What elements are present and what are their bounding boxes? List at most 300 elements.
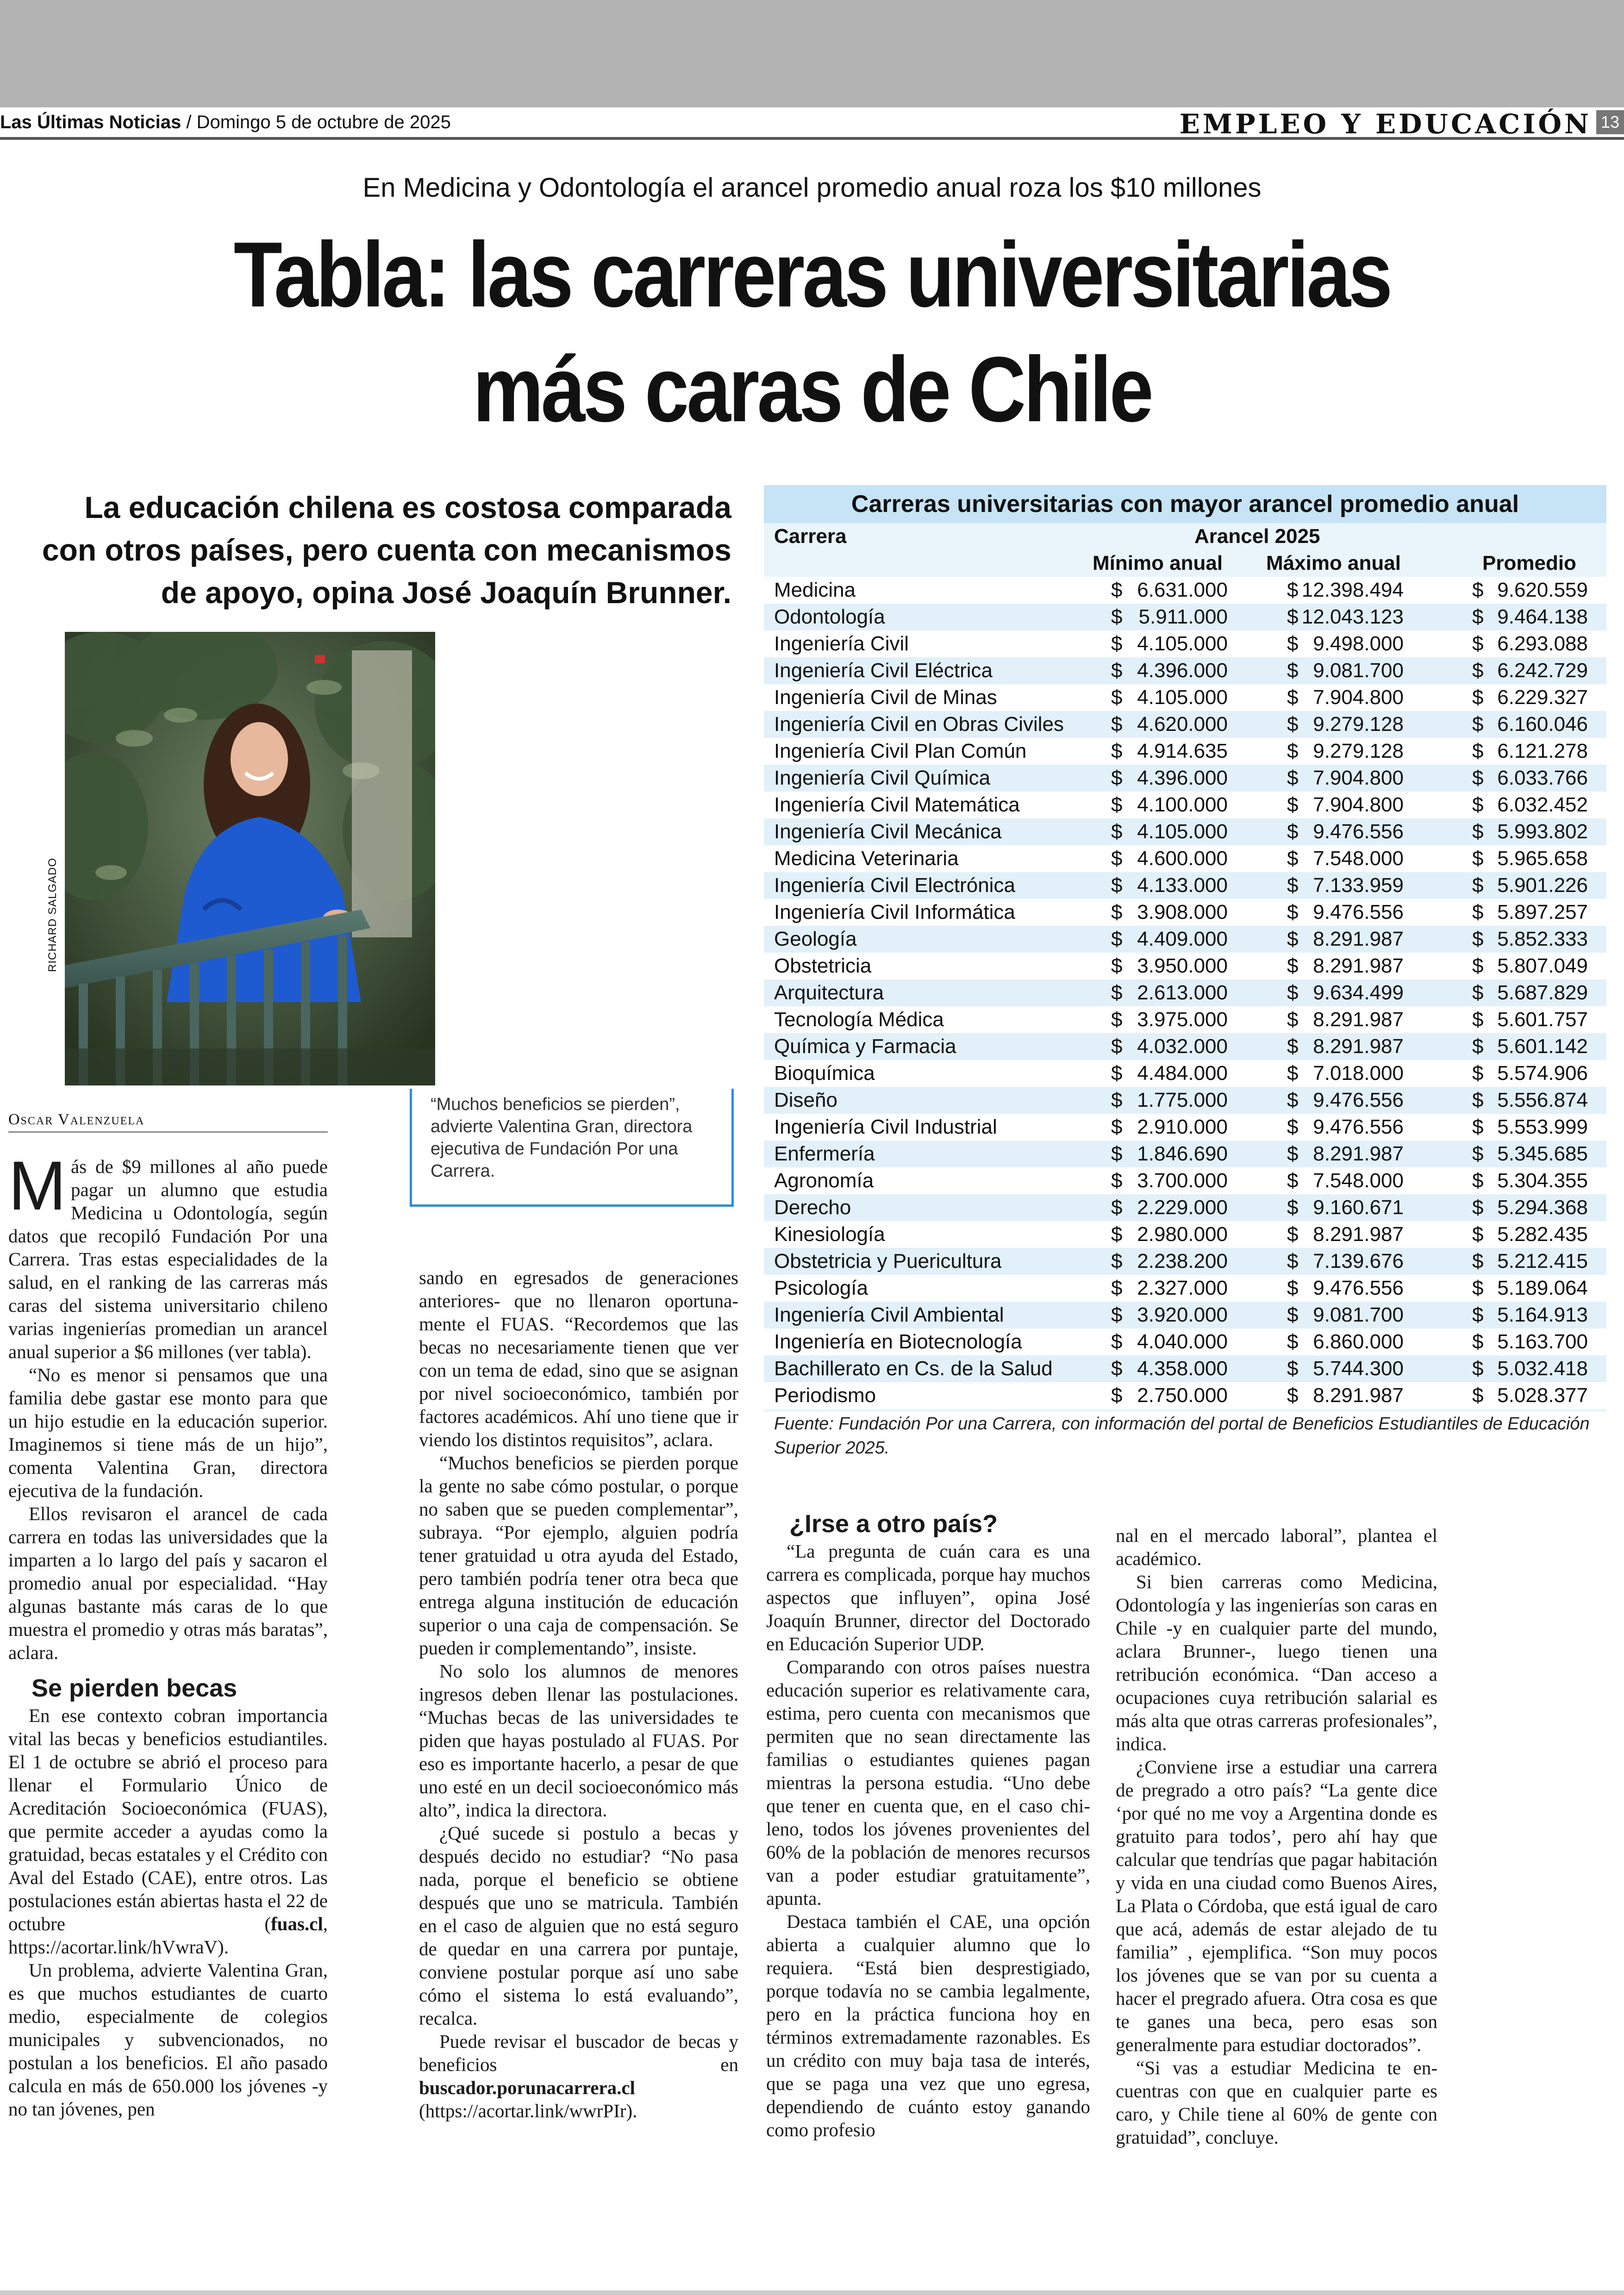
cell-maximo [1250, 845, 1426, 872]
portrait-photo [65, 632, 435, 1085]
table-row [764, 1033, 1606, 1060]
drop-cap: M [8, 1147, 66, 1224]
currency-sign: $ [1111, 928, 1123, 950]
amount: 5.897.257 [1497, 901, 1588, 923]
cell-carrera: Agronomía [774, 1169, 874, 1192]
currency-sign: $ [1472, 1277, 1484, 1299]
amount: 5.189.064 [1497, 1277, 1588, 1299]
amount: 4.620.000 [1137, 713, 1228, 736]
subheading: Se pierden becas [31, 1674, 237, 1702]
amount: 3.908.000 [1137, 901, 1228, 923]
amount: 7.904.800 [1313, 793, 1404, 816]
amount: 5.601.757 [1497, 1008, 1588, 1031]
amount: 4.133.000 [1137, 874, 1228, 897]
currency-sign: $ [1111, 1357, 1123, 1380]
cell-maximo [1250, 711, 1426, 738]
amount: 5.744.300 [1313, 1357, 1404, 1380]
amount: 4.600.000 [1137, 847, 1228, 870]
issue-date: Domingo 5 de octubre de 2025 [196, 112, 451, 132]
amount: 2.327.000 [1137, 1277, 1228, 1299]
folio-left: Las Últimas Noticias / Domingo 5 de octubre de 2025 [0, 112, 451, 132]
amount: 5.556.874 [1497, 1089, 1588, 1111]
cell-promedio [1426, 953, 1606, 979]
currency-sign: $ [1111, 1008, 1123, 1031]
currency-sign: $ [1472, 928, 1484, 950]
cell-minimo [1083, 1248, 1250, 1275]
table-row [764, 1221, 1606, 1248]
currency-sign: $ [1111, 874, 1123, 897]
cell-minimo [1083, 657, 1250, 684]
cell-minimo [1083, 711, 1250, 738]
amount: 5.553.999 [1497, 1116, 1588, 1138]
cell-carrera: Ingeniería Civil Eléctrica [774, 659, 993, 682]
deck: La educación chilena es costosa comparada con otros países, pero cuenta con mecanismos de apoyo, opina José Joaquín Brunner. [42, 490, 731, 610]
paragraph: “La pregunta de cuán cara es una carrera es complicada, porque hay muchos aspectos que influyen”, opina José Joaquín Brunner, director del Doctorado en Educación Superior UDP. [766, 1540, 1090, 1654]
table-row [764, 818, 1606, 845]
paragraph: “Muchos beneficios se pierden porque la gente no sabe cómo postular, o porque no saben que se pueden complementar”, subraya. “Por ejemplo, alguien podría tener gratuidad u otra ayuda del Estado, pero también podría tener otra beca que entrega alguna institución de educación superior o una caja de compensación. Se pueden ir complementando”, insiste. [419, 1452, 738, 1659]
cell-maximo [1250, 1248, 1426, 1275]
article-column-2 [419, 1266, 738, 2122]
currency-sign: $ [1287, 1330, 1299, 1353]
currency-sign: $ [1111, 767, 1123, 789]
cell-minimo [1083, 1328, 1250, 1355]
paragraph: Comparando con otros países nuestra educación superior es relativamente cara, estima, pero cuenta con mecanismos que permiten que no sean directamente las familias o estudiantes quienes pagan mientras la persona estudia. “Uno debe que tener en cuenta que, en el caso chileno, todos los jóvenes provenientes del 60% de la población de menores recursos van a poder estudiar gratuitamente”, apunta. [766, 1656, 1090, 1909]
cell-carrera: Ingeniería Civil Mecánica [774, 820, 1002, 843]
cell-maximo [1250, 1302, 1426, 1328]
amount: 12.043.123 [1301, 605, 1404, 628]
paragraph: Si bien carreras como Medicina, Odontología y las ingenierías son caras en Chile -y en cualquier parte del mundo, aclara Brunner-, luego tienen una retribución económica. “Dan acceso a ocupaciones cuya retribución salarial es más alta que otras carreras profesionales”, indica. [1116, 1571, 1437, 1754]
table-row [764, 765, 1606, 792]
cell-promedio [1426, 1355, 1606, 1382]
currency-sign: $ [1287, 1142, 1299, 1165]
table-row [764, 1167, 1606, 1194]
currency-sign: $ [1287, 1223, 1299, 1246]
amount: 4.358.000 [1137, 1357, 1228, 1380]
currency-sign: $ [1472, 874, 1484, 897]
paragraph-text: (https://acortar.link/wwrPIr). [419, 2100, 637, 2121]
currency-sign: $ [1287, 1089, 1299, 1111]
paragraph: ¿Qué sucede si postulo a becas y después decido no estudiar? “No pasa nada, porque el beneficio se obtiene después que uno se matricula. También en el caso de alguien que no está seguro de quedar en una carrera por puntaje, conviene postular porque así uno sabe cómo el sistema lo está evaluando”, recalca. [419, 1822, 738, 2029]
cell-carrera: Tecnología Médica [774, 1008, 944, 1031]
paragraph [8, 1704, 328, 1958]
table-row [764, 630, 1606, 657]
paragraph: Destaca también el CAE, una opción abierta a cualquier alumno que lo requiera. “Está bien desprestigiado, porque todavía no se cambia legalmente, pero en la práctica funciona hoy en términos extremadamente razonables. Es un crédito con muy baja tasa de interés, que se paga una vez que uno egresa, dependiendo de cuánto estoy ganando como profesio [766, 1911, 1090, 2140]
cell-promedio [1426, 604, 1606, 630]
table-row [764, 1302, 1606, 1328]
cell-minimo [1083, 577, 1250, 604]
currency-sign: $ [1287, 1196, 1299, 1219]
article-column-1 [8, 1147, 328, 2120]
amount: 8.291.987 [1313, 1142, 1404, 1165]
cell-maximo [1250, 872, 1426, 899]
paragraph: “Si vas a estudiar Medicina te encuentras con que en cualquier parte es caro, y Chile tiene al 60% de gente con gratuidad”, concluye. [1116, 2057, 1437, 2148]
amount: 6.631.000 [1137, 579, 1228, 601]
amount: 8.291.987 [1313, 1223, 1404, 1246]
currency-sign: $ [1472, 767, 1484, 789]
cell-carrera: Ingeniería Civil Plan Común [774, 740, 1027, 762]
amount: 3.950.000 [1137, 954, 1228, 977]
table-row [764, 1275, 1606, 1302]
amount: 5.574.906 [1497, 1062, 1588, 1085]
table-rows [764, 577, 1606, 1409]
currency-sign: $ [1472, 632, 1484, 655]
cell-maximo [1250, 1275, 1426, 1302]
sticker [315, 655, 325, 663]
cell-minimo [1083, 1114, 1250, 1141]
cell-maximo [1250, 577, 1426, 604]
currency-sign: $ [1111, 1142, 1123, 1165]
currency-sign: $ [1287, 767, 1299, 789]
amount: 5.852.333 [1497, 928, 1588, 950]
cell-minimo [1083, 979, 1250, 1006]
cell-carrera: Ingeniería Civil Ambiental [774, 1303, 1004, 1326]
currency-sign: $ [1287, 847, 1299, 870]
bottom-margin [0, 2290, 1624, 2295]
cell-minimo [1083, 1087, 1250, 1114]
cell-minimo [1083, 1194, 1250, 1221]
amount: 7.548.000 [1313, 847, 1404, 870]
currency-sign: $ [1287, 686, 1299, 709]
cell-promedio [1426, 1114, 1606, 1141]
cell-minimo [1083, 1275, 1250, 1302]
amount: 9.620.559 [1497, 579, 1588, 601]
cell-promedio [1426, 818, 1606, 845]
cell-promedio [1426, 1060, 1606, 1087]
currency-sign: $ [1111, 981, 1123, 1004]
cell-carrera: Ingeniería Civil [774, 632, 909, 655]
amount: 2.238.200 [1137, 1250, 1228, 1272]
cell-maximo [1250, 1382, 1426, 1409]
cell-carrera: Odontología [774, 605, 885, 628]
fuas-link[interactable]: fuas.cl [271, 1913, 323, 1934]
currency-sign: $ [1472, 1008, 1484, 1031]
cell-carrera: Bioquímica [774, 1062, 875, 1085]
cell-promedio [1426, 738, 1606, 765]
amount: 6.242.729 [1497, 659, 1588, 682]
currency-sign: $ [1111, 1330, 1123, 1353]
currency-sign: $ [1287, 928, 1299, 950]
currency-sign: $ [1472, 847, 1484, 870]
currency-sign: $ [1111, 1250, 1123, 1272]
amount: 2.613.000 [1137, 981, 1228, 1004]
headline [194, 218, 1431, 447]
currency-sign: $ [1287, 740, 1299, 762]
currency-sign: $ [1111, 1116, 1123, 1138]
cell-promedio [1426, 630, 1606, 657]
cell-minimo [1083, 630, 1250, 657]
currency-sign: $ [1472, 1330, 1484, 1353]
buscador-link[interactable]: buscador.porunacarrera.cl [419, 2077, 635, 2098]
currency-sign: $ [1287, 1250, 1299, 1272]
currency-sign: $ [1287, 1277, 1299, 1299]
amount: 8.291.987 [1313, 954, 1404, 977]
photo-caption: “Muchos beneficios se pierden”, advierte Valentina Gran, directora ejecutiva de Fundación Por una Carrera. [410, 1089, 734, 1207]
currency-sign: $ [1287, 713, 1299, 736]
article-column-3 [766, 1510, 1090, 2141]
amount: 5.304.355 [1497, 1169, 1588, 1192]
currency-sign: $ [1287, 605, 1299, 628]
amount: 5.965.658 [1497, 847, 1588, 870]
amount: 6.032.452 [1497, 793, 1588, 816]
amount: 9.464.138 [1497, 605, 1588, 628]
cell-maximo [1250, 738, 1426, 765]
cell-carrera: Kinesiología [774, 1223, 885, 1246]
table-row [764, 792, 1606, 818]
cell-carrera: Psicología [774, 1277, 868, 1299]
photo-illustration [65, 632, 435, 1085]
paragraph: ¿Conviene irse a estudiar una carrera de pregrado a otro país? “La gente dice ‘por qué no me voy a Argentina donde es gratuito para todos’, pero ahí hay que calcular que tendrías que pagar habitación y vida en una ciudad como Buenos Aires, La Plata o Córdoba, que está igual de caro que acá, además de estar alejado de tu familia” , ejemplifica. “Son muy pocos los jóvenes que se van por su cuenta a hacer el pregrado afuera. Otra cosa es que te ganes una beca, pero esas son generalmente para estudiar doctorados”. [1116, 1756, 1437, 2055]
currency-sign: $ [1472, 579, 1484, 601]
cell-minimo [1083, 818, 1250, 845]
amount: 8.291.987 [1313, 1035, 1404, 1058]
cell-maximo [1250, 1006, 1426, 1033]
currency-sign: $ [1472, 605, 1484, 628]
currency-sign: $ [1111, 686, 1123, 709]
amount: 5.911.000 [1138, 605, 1228, 628]
currency-sign: $ [1472, 659, 1484, 682]
currency-sign: $ [1472, 1169, 1484, 1192]
paragraph: No solo los alumnos de menores ingresos deben llenar las postulaciones. “Muchas becas de las universidades te piden que hayas postulado al FUAS. Por eso es importante hacerlo, a pesar de que uno esté en un decil socioeconómico más alto”, indica la directora. [419, 1660, 738, 1821]
cell-carrera: Diseño [774, 1089, 837, 1111]
amount: 5.807.049 [1497, 954, 1588, 977]
paragraph: nal en el mercado laboral”, plantea el académico. [1116, 1525, 1437, 1569]
cell-promedio [1426, 979, 1606, 1006]
amount: 5.345.685 [1497, 1142, 1588, 1165]
amount: 8.291.987 [1313, 1384, 1404, 1407]
cell-maximo [1250, 926, 1426, 953]
cell-carrera: Medicina [774, 579, 856, 601]
section-name: EMPLEO Y EDUCACIÓN [1179, 108, 1592, 140]
cell-promedio [1426, 872, 1606, 899]
table-row [764, 1194, 1606, 1221]
cell-minimo [1083, 1060, 1250, 1087]
tuition-table [764, 485, 1606, 1412]
currency-sign: $ [1472, 740, 1484, 762]
cell-carrera: Obstetricia [774, 954, 872, 977]
amount: 7.133.959 [1313, 874, 1404, 897]
cell-promedio [1426, 1141, 1606, 1167]
amount: 4.409.000 [1137, 928, 1228, 950]
currency-sign: $ [1287, 1384, 1299, 1407]
amount: 4.484.000 [1137, 1062, 1228, 1085]
cell-minimo [1083, 953, 1250, 979]
cell-maximo [1250, 1033, 1426, 1060]
table-row [764, 953, 1606, 979]
paragraph-text: Puede revisar el buscador de becas y beneficios en [419, 2031, 738, 2075]
cell-promedio [1426, 765, 1606, 792]
cell-carrera: Arquitectura [774, 981, 884, 1004]
amount: 4.396.000 [1137, 659, 1228, 682]
table-row [764, 1006, 1606, 1033]
currency-sign: $ [1111, 659, 1123, 682]
currency-sign: $ [1287, 632, 1299, 655]
photo-credit: RICHARD SALGADO [46, 857, 59, 972]
currency-sign: $ [1111, 820, 1123, 843]
amount: 4.396.000 [1137, 767, 1228, 789]
table-row [764, 684, 1606, 711]
cell-minimo [1083, 899, 1250, 926]
amount: 4.100.000 [1137, 793, 1228, 816]
cell-maximo [1250, 899, 1426, 926]
amount: 5.164.913 [1497, 1303, 1588, 1326]
amount: 6.160.046 [1497, 713, 1588, 736]
cell-maximo [1250, 1087, 1426, 1114]
amount: 2.750.000 [1137, 1384, 1228, 1407]
currency-sign: $ [1287, 981, 1299, 1004]
cell-maximo [1250, 792, 1426, 818]
currency-sign: $ [1472, 1357, 1484, 1380]
currency-sign: $ [1287, 820, 1299, 843]
currency-sign: $ [1111, 954, 1123, 977]
amount: 9.634.499 [1313, 981, 1404, 1004]
currency-sign: $ [1472, 901, 1484, 923]
table-row [764, 577, 1606, 604]
currency-sign: $ [1287, 1008, 1299, 1031]
currency-sign: $ [1472, 793, 1484, 816]
paragraph-text: ás de $9 millones al año puede pagar un alumno que estudia Medicina u Odontología, según datos que recopiló Fundación Por una Carrera. Tras estas especialidades de la salud, en el ranking de las carreras más caras del sistema universitario chileno varias ingenierías promedian un arancel anual superior a $6 millones (ver tabla). [8, 1156, 328, 1362]
amount: 4.105.000 [1137, 686, 1228, 709]
amount: 5.282.435 [1497, 1223, 1588, 1246]
amount: 9.476.556 [1313, 901, 1404, 923]
cell-maximo [1250, 1194, 1426, 1221]
group-header: Arancel 2025 [1194, 525, 1320, 548]
currency-sign: $ [1287, 1035, 1299, 1058]
amount: 3.920.000 [1137, 1303, 1228, 1326]
cell-carrera: Ingeniería Civil Industrial [774, 1116, 997, 1138]
currency-sign: $ [1472, 686, 1484, 709]
cell-carrera: Geología [774, 928, 857, 950]
paragraph [419, 2030, 738, 2122]
table-row [764, 926, 1606, 953]
amount: 2.980.000 [1137, 1223, 1228, 1246]
cell-promedio [1426, 711, 1606, 738]
amount: 6.293.088 [1497, 632, 1588, 655]
page-number: 13 [1596, 110, 1624, 134]
amount: 3.700.000 [1137, 1169, 1228, 1192]
amount: 9.476.556 [1313, 1116, 1404, 1138]
cell-promedio [1426, 899, 1606, 926]
currency-sign: $ [1287, 1116, 1299, 1138]
table-row [764, 1248, 1606, 1275]
table-row [764, 657, 1606, 684]
article-column-4 [1116, 1524, 1437, 2149]
amount: 9.160.671 [1313, 1196, 1404, 1219]
cell-minimo [1083, 1221, 1250, 1248]
cell-carrera: Periodismo [774, 1384, 876, 1407]
currency-sign: $ [1287, 1169, 1299, 1192]
amount: 7.548.000 [1313, 1169, 1404, 1192]
cell-promedio [1426, 1194, 1606, 1221]
table-row [764, 979, 1606, 1006]
amount: 7.018.000 [1313, 1062, 1404, 1085]
currency-sign: $ [1287, 874, 1299, 897]
cell-carrera: Ingeniería Civil Informática [774, 901, 1015, 923]
amount: 7.904.800 [1313, 686, 1404, 709]
newspaper-name: Las Últimas Noticias [0, 112, 181, 132]
amount: 5.901.226 [1497, 874, 1588, 897]
amount: 2.229.000 [1137, 1196, 1228, 1219]
cell-maximo [1250, 953, 1426, 979]
amount: 5.212.415 [1497, 1250, 1588, 1272]
cell-carrera: Derecho [774, 1196, 851, 1219]
cell-maximo [1250, 1328, 1426, 1355]
amount: 6.033.766 [1497, 767, 1588, 789]
currency-sign: $ [1111, 1169, 1123, 1192]
paragraph [8, 1147, 328, 1363]
amount: 5.028.377 [1497, 1384, 1588, 1407]
cell-promedio [1426, 1275, 1606, 1302]
currency-sign: $ [1111, 713, 1123, 736]
cell-minimo [1083, 1006, 1250, 1033]
currency-sign: $ [1111, 579, 1123, 601]
currency-sign: $ [1111, 1035, 1123, 1058]
table-row [764, 899, 1606, 926]
amount: 9.279.128 [1313, 740, 1404, 762]
table-row [764, 1114, 1606, 1141]
currency-sign: $ [1111, 1384, 1123, 1407]
kicker: En Medicina y Odontología el arancel promedio anual roza los $10 millones [362, 173, 1262, 203]
table-row [764, 604, 1606, 630]
table-row [764, 1060, 1606, 1087]
cell-maximo [1250, 604, 1426, 630]
currency-sign: $ [1472, 1089, 1484, 1111]
cell-minimo [1083, 1141, 1250, 1167]
amount: 4.914.635 [1137, 740, 1228, 762]
amount: 12.398.494 [1301, 579, 1404, 601]
cell-carrera: Bachillerato en Cs. de la Salud [774, 1357, 1053, 1380]
cell-carrera: Enfermería [774, 1142, 875, 1165]
byline: Oscar Valenzuela [8, 1111, 328, 1133]
currency-sign: $ [1111, 1303, 1123, 1326]
headline-line-2: más caras de Chile [473, 338, 1151, 441]
currency-sign: $ [1111, 1196, 1123, 1219]
currency-sign: $ [1111, 740, 1123, 762]
currency-sign: $ [1472, 1196, 1484, 1219]
table-title: Carreras universitarias con mayor arancel promedio anual [764, 485, 1606, 523]
table-row [764, 711, 1606, 738]
column-header-promedio: Promedio [1482, 552, 1576, 574]
amount: 9.476.556 [1313, 820, 1404, 843]
currency-sign: $ [1287, 793, 1299, 816]
amount: 5.032.418 [1497, 1357, 1588, 1380]
currency-sign: $ [1472, 1384, 1484, 1407]
cell-promedio [1426, 1167, 1606, 1194]
page-folio [0, 107, 1624, 140]
currency-sign: $ [1111, 1277, 1123, 1299]
cell-promedio [1426, 577, 1606, 604]
table-row [764, 1355, 1606, 1382]
cell-carrera: Ingeniería Civil en Obras Civiles [774, 713, 1064, 736]
cell-minimo [1083, 1167, 1250, 1194]
cell-minimo [1083, 845, 1250, 872]
amount: 4.105.000 [1137, 632, 1228, 655]
cell-minimo [1083, 792, 1250, 818]
cell-maximo [1250, 765, 1426, 792]
currency-sign: $ [1111, 793, 1123, 816]
column-header-maximo: Máximo anual [1266, 552, 1401, 574]
cell-carrera: Ingeniería Civil Electrónica [774, 874, 1015, 897]
currency-sign: $ [1472, 1303, 1484, 1326]
cell-promedio [1426, 1248, 1606, 1275]
currency-sign: $ [1472, 713, 1484, 736]
currency-sign: $ [1472, 820, 1484, 843]
amount: 5.993.802 [1497, 820, 1588, 843]
paragraph: “No es menor si pensamos que una familia debe gastar ese monto para que un hijo estudie en la educación superior. Imaginemos si tiene más de un hijo”, comenta Valentina Gran, directora ejecutiva de la fundación. [8, 1364, 328, 1501]
table-row [764, 1382, 1606, 1409]
subheading: ¿Irse a otro país? [789, 1510, 998, 1538]
currency-sign: $ [1287, 954, 1299, 977]
amount: 9.279.128 [1313, 713, 1404, 736]
